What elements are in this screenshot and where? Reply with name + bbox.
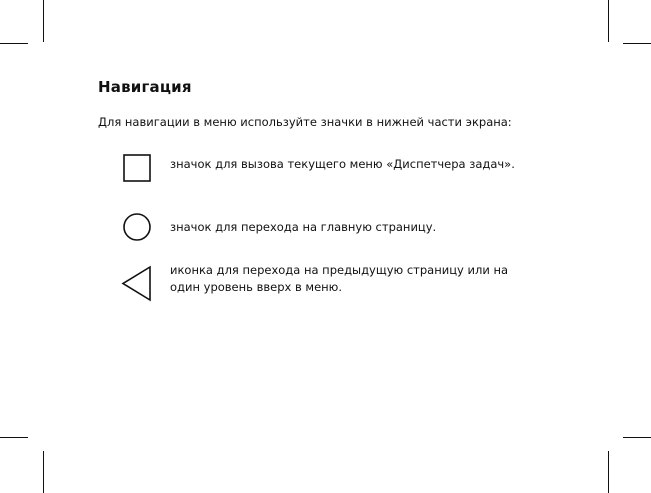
nav-item-back-label <box>170 262 508 296</box>
crop-mark-top-right-vertical <box>608 0 609 42</box>
nav-item-back-label-line1: иконка для перехода на предыдущую страницу или на <box>170 263 509 277</box>
recent-apps-square-icon <box>120 152 154 186</box>
nav-item-home-label: значок для перехода на главную страницу. <box>170 220 437 234</box>
crop-mark-top-right-horizontal <box>623 43 651 44</box>
crop-mark-bottom-right-vertical <box>608 451 609 493</box>
crop-mark-top-left-vertical <box>43 0 44 42</box>
nav-item-back-label-line2: один уровень вверх в меню. <box>170 280 343 294</box>
crop-mark-top-left-horizontal <box>0 43 28 44</box>
page-title: Навигация <box>98 78 192 96</box>
crop-mark-bottom-left-vertical <box>43 451 44 493</box>
intro-text: Для навигации в меню используйте значки в нижней части экрана: <box>98 115 512 129</box>
nav-item-recent-apps-label: значок для вызова текущего меню «Диспетчера задач». <box>170 157 515 171</box>
home-circle-icon <box>120 211 154 245</box>
crop-mark-bottom-left-horizontal <box>0 437 28 438</box>
back-triangle-icon <box>120 264 154 298</box>
crop-mark-bottom-right-horizontal <box>623 437 651 438</box>
